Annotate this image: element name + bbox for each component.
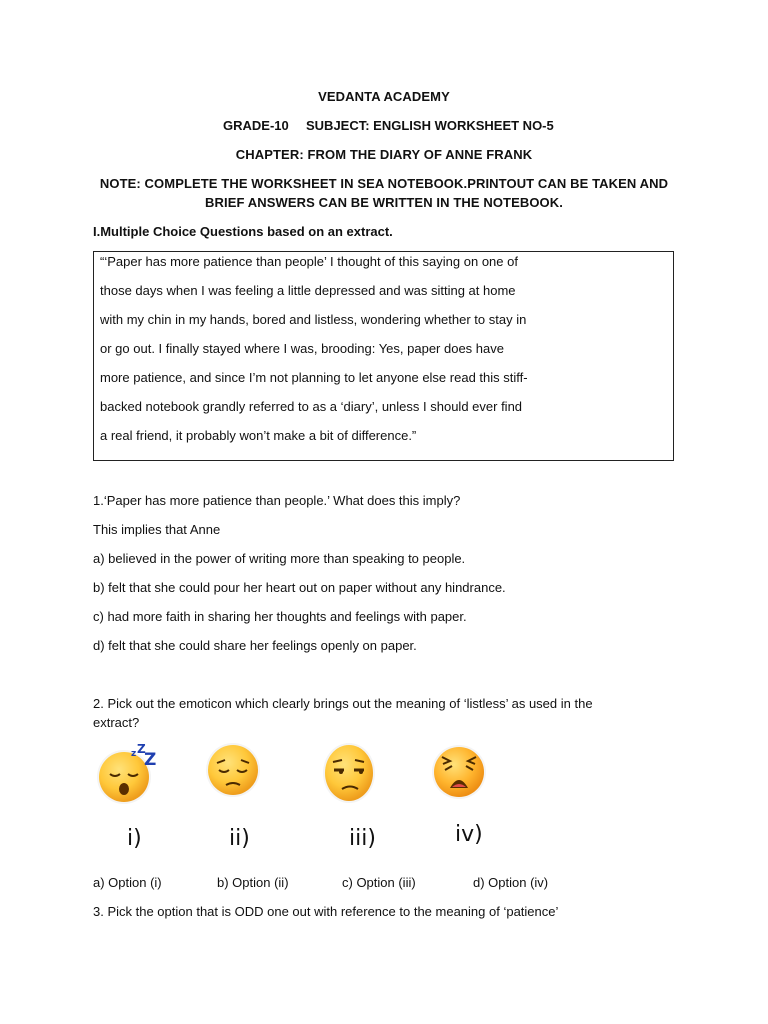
unamused-face-icon bbox=[322, 742, 376, 804]
extract-line: backed notebook grandly referred to as a ‘diary’, unless I should ever find bbox=[100, 399, 523, 414]
question-1-option-d: d) felt that she could share her feelings openly on paper. bbox=[93, 638, 417, 653]
question-2-line-1: 2. Pick out the emoticon which clearly brings out the meaning of ‘listless’ as used in the bbox=[93, 696, 593, 711]
extract-line: more patience, and since I’m not planning to let anyone else read this stiff- bbox=[100, 370, 528, 385]
note-line-2: BRIEF ANSWERS CAN BE WRITTEN IN THE NOTEBOOK. bbox=[205, 195, 563, 210]
extract-line: those days when I was feeling a little depressed and was sitting at home bbox=[100, 283, 516, 298]
grade-label: GRADE-10 bbox=[223, 118, 289, 133]
question-1-option-b: b) felt that she could pour her heart out on paper without any hindrance. bbox=[93, 580, 506, 595]
section-title: I.Multiple Choice Questions based on an extract. bbox=[93, 224, 393, 239]
subject-label: SUBJECT: ENGLISH WORKSHEET NO-5 bbox=[306, 118, 554, 133]
school-name: VEDANTA ACADEMY bbox=[318, 89, 450, 104]
extract-line: a real friend, it probably won’t make a bit of difference.” bbox=[100, 428, 417, 443]
question-1-option-c: c) had more faith in sharing her thoughts and feelings with paper. bbox=[93, 609, 467, 624]
question-2-line-2: extract? bbox=[93, 715, 140, 730]
chapter-title: CHAPTER: FROM THE DIARY OF ANNE FRANK bbox=[235, 147, 533, 162]
emoticon-label-iv: iv) bbox=[455, 822, 483, 847]
weary-face-icon bbox=[432, 742, 486, 800]
question-1-option-a: a) believed in the power of writing more than speaking to people. bbox=[93, 551, 466, 566]
question-1-stem: This implies that Anne bbox=[93, 522, 221, 537]
svg-text:Z: Z bbox=[144, 750, 157, 770]
question-2-option-a: a) Option (i) bbox=[93, 875, 162, 890]
question-2-option-c: c) Option (iii) bbox=[342, 875, 416, 890]
question-2-option-b: b) Option (ii) bbox=[217, 875, 289, 890]
svg-text:z: z bbox=[131, 749, 137, 759]
question-1: 1.‘Paper has more patience than people.’ What does this imply? bbox=[93, 493, 461, 508]
extract-line: “‘Paper has more patience than people’ I thought of this saying on one of bbox=[100, 254, 518, 269]
sleeping-face-icon bbox=[97, 742, 157, 806]
note-line-1: NOTE: COMPLETE THE WORKSHEET IN SEA NOTEBOOK.PRINTOUT CAN BE TAKEN AND bbox=[99, 176, 669, 191]
svg-text:Z: Z bbox=[137, 742, 146, 756]
emoticon-label-ii: ii) bbox=[229, 826, 250, 851]
question-3: 3. Pick the option that is ODD one out with reference to the meaning of ‘patience’ bbox=[93, 904, 559, 919]
question-2-option-d: d) Option (iv) bbox=[473, 875, 549, 890]
extract-line: or go out. I finally stayed where I was, brooding: Yes, paper does have bbox=[100, 341, 504, 356]
extract-line: with my chin in my hands, bored and listless, wondering whether to stay in bbox=[100, 312, 527, 327]
emoticon-label-iii: iii) bbox=[349, 826, 376, 851]
emoticon-label-i: i) bbox=[127, 826, 142, 851]
pensive-face-icon bbox=[206, 741, 260, 799]
